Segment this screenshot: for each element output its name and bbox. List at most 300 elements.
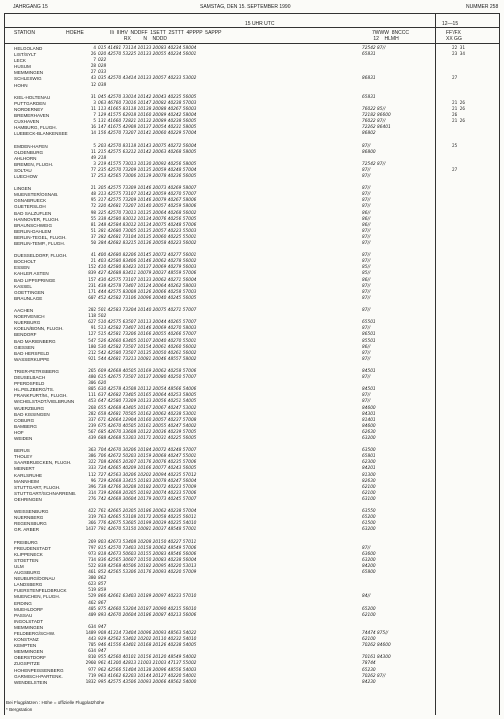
station-height: 17 — [90, 173, 96, 179]
station-ww: 62100 — [362, 612, 376, 618]
station-ww: 72542 87// — [362, 46, 386, 51]
station-ww: 70262 87// — [362, 673, 386, 679]
station-name: WASSERKUPPE — [14, 356, 50, 362]
station-name: KOELN/BONN, FLUGH. — [14, 326, 64, 332]
station-height: 973 — [88, 551, 96, 557]
station-name: ESSEN — [14, 265, 30, 271]
station-name: STOETTEN — [14, 557, 39, 563]
station-name: MANNHEIM — [14, 478, 40, 484]
station-height: 366 — [88, 521, 96, 527]
station-name: OLDENBURG — [14, 149, 44, 155]
station-obs: 038 — [98, 82, 107, 88]
station-name: HUSUM — [14, 64, 31, 70]
station-height: 55 — [90, 216, 96, 222]
station-ww: 84600 — [362, 405, 376, 411]
station-height: 319 — [88, 515, 96, 521]
station-name: HOF — [14, 429, 24, 435]
station-obs: 836 42565 30607 10150 20083 40238 56004 — [98, 557, 197, 563]
station-obs: 963 41662 62203 10144 20127 40220 54001 — [98, 673, 197, 679]
station-obs: 803 42673 53408 10208 20150 40227 57011 — [98, 539, 197, 545]
station-obs: 947 — [98, 624, 107, 630]
station-obs: 313 42575 73107 10142 20059 40270 57007 — [98, 192, 197, 198]
station-obs: 384 42682 83215 10136 20058 40223 56002 — [98, 241, 197, 246]
station-obs: 615 42675 73507 10137 20080 40250 57007 — [98, 375, 197, 381]
station-ww: 86802 — [362, 131, 376, 137]
station-obs: 427 42688 83411 10079 20037 48559 57006 — [98, 271, 197, 277]
station-name: MUEHLDORF — [14, 606, 44, 612]
station-height: 921 — [88, 356, 96, 362]
station-name: LECK — [14, 58, 27, 64]
station-ww: 81401 — [362, 417, 376, 423]
station-ww: 87// — [362, 393, 371, 399]
station-height: 96 — [90, 478, 96, 484]
station-height: 26 — [90, 52, 96, 58]
station-ff: 21 26 — [452, 106, 465, 112]
station-row — [14, 436, 484, 442]
station-name: AACHEN — [14, 308, 34, 314]
station-name: MEMMINGEN — [14, 649, 44, 655]
station-ww: 87// — [362, 192, 371, 198]
station-ww: 78744 — [362, 661, 376, 667]
station-name: FRANKFURT/M., FLUGH. — [14, 393, 68, 399]
station-name: OBERSTDORF — [14, 655, 46, 661]
station-obs: 838 42568 40506 10182 20095 40220 53013 — [98, 563, 197, 569]
station-name: MUENSTER/OSNAB. — [14, 192, 59, 198]
station-height: 77 — [90, 167, 96, 173]
station-height: 333 — [88, 466, 96, 472]
station-obs: 852 42565 53306 10176 20093 40220 57009 — [98, 570, 197, 576]
station-height: 519 — [88, 588, 96, 594]
station-name: NEUBURG/DONAU — [14, 576, 55, 582]
station-height: 1832 — [85, 679, 96, 685]
station-name: AHLHORN — [14, 155, 37, 161]
station-name: LUEBECK-BLANKENSEE — [14, 131, 68, 137]
station-obs: 147 41675 42908 10137 20054 40231 58005 — [98, 125, 197, 131]
station-name: PFERDSFELD — [14, 381, 45, 387]
station-obs: 637 42682 73405 10165 20064 40253 58005 — [98, 393, 197, 399]
station-ww: 63550 — [362, 509, 376, 515]
station-ww: 87// — [362, 289, 371, 295]
station-height: 396 — [88, 484, 96, 490]
station-name: GARMISCH-PARTENK. — [14, 673, 63, 679]
station-height: 111 — [88, 393, 96, 399]
station-table — [14, 46, 484, 686]
station-name: KAHLER ASTEN — [14, 271, 49, 277]
footer-legend: * Bergstation — [6, 707, 33, 712]
station-ff: 25 — [452, 143, 458, 149]
station-row — [14, 241, 484, 247]
station-ww: 86// — [362, 222, 371, 228]
station-height: 157 — [88, 277, 96, 283]
station-height: 91 — [90, 326, 96, 332]
station-ww: 70262 84600 — [362, 643, 391, 649]
station-obs: 738 42766 30208 10182 20072 40223 57009 — [98, 484, 197, 490]
station-name: HL.PELZBERG/TS. — [14, 387, 55, 393]
station-height: 268 — [88, 405, 96, 411]
station-name: STUTTGART, FLUGH. — [14, 484, 61, 490]
station-height: 380 — [88, 576, 96, 582]
station-name: BAD MARIENBERG — [14, 338, 56, 344]
station-ww: 86// — [362, 210, 371, 216]
station-obs: 501 42583 73204 10140 20075 40271 57007 — [98, 308, 197, 314]
station-obs: 620 — [98, 381, 107, 387]
station-name: HAMBURG, FLUGH. — [14, 125, 57, 131]
station-height: 453 — [88, 399, 96, 405]
station-ww: 84// — [362, 594, 371, 600]
station-row — [14, 527, 484, 533]
station-obs: 035 42570 43414 10133 20057 40233 53002 — [98, 76, 197, 82]
station-name: BAD KISSINGEN — [14, 411, 50, 417]
station-obs: 338 42580 83012 10134 20076 40256 57005 — [98, 216, 197, 222]
station-ww: 61500 — [362, 521, 376, 527]
station-obs: 708 42665 20307 10176 20076 40235 57006 — [98, 460, 197, 466]
station-obs: 430 42575 73107 10133 20062 40271 56004 — [98, 277, 197, 283]
station-obs: 218 — [98, 155, 107, 161]
station-obs: 410 42580 83423 10137 20069 40279 56003 — [98, 265, 197, 271]
station-height: 265 — [88, 368, 96, 374]
station-height: 72 — [90, 204, 96, 210]
station-height: 634 — [88, 624, 96, 630]
station-name: TRIER-PETRISBERG — [14, 368, 59, 374]
station-obs: 739 42668 20305 10192 20074 40233 57006 — [98, 490, 197, 496]
top-rule — [4, 13, 500, 14]
footer-note: Bei Flugplätzen : Höhe = offizielle Flugplatzhöhe — [6, 700, 105, 705]
station-name: MEINERT — [14, 466, 35, 472]
station-height: 212 — [88, 350, 96, 356]
station-name: BAD LIPPSPRINGE — [14, 277, 56, 283]
station-obs: 215 42575 63212 10142 20063 40268 58005 — [98, 149, 197, 155]
station-ww: 85// — [362, 271, 371, 277]
station-row — [14, 357, 484, 363]
station-ww: 63200 — [362, 527, 376, 533]
station-height: 3 — [93, 100, 96, 106]
station-height: 21 — [90, 186, 96, 192]
station-ww: 87// — [362, 545, 371, 551]
station-height: 269 — [88, 539, 96, 545]
station-obs: 129 41575 62918 10160 20089 40242 58004 — [98, 113, 197, 119]
station-name: HOHENPEISSENBERG — [14, 667, 64, 673]
station-name: FELDBERG/SCHW. — [14, 631, 56, 636]
station-name: DUESSELDORF, FLUGH. — [14, 253, 68, 259]
station-obs: 502 — [98, 314, 107, 320]
station-ww: 86// — [362, 344, 371, 350]
station-name: LUECHOW — [14, 173, 38, 179]
station-height: 171 — [88, 289, 96, 295]
station-obs: 630 42578 43508 10112 20054 48566 54006 — [98, 387, 197, 393]
station-name: ULM — [14, 563, 24, 569]
station-obs: 818 42673 50603 10155 20083 48546 56006 — [98, 551, 197, 557]
station-name: BERLIN-TEGEL, FLUGH. — [14, 234, 67, 240]
station-obs: 791 42670 53150 10081 20037 48548 57001 — [98, 527, 197, 533]
station-obs: 022 — [98, 58, 107, 64]
station-height: 314 — [88, 490, 96, 496]
station-ww: 72182 86600 — [362, 113, 391, 119]
station-name: NOERVENICH — [14, 314, 45, 320]
station-obs: 317 42575 73209 10146 20079 40267 58006 — [98, 198, 197, 204]
station-height: 28 — [90, 64, 96, 70]
station-obs: 962 42566 51404 10138 20096 48556 54003 — [98, 667, 197, 673]
station-name: BREMEN, FLUGH. — [14, 161, 54, 167]
station-name: NUERBURG — [14, 320, 41, 326]
station-ww: 84200 — [362, 563, 376, 569]
station-obs: 875 42660 53204 10187 20090 40215 56010 — [98, 606, 197, 612]
station-obs: 203 42570 83118 10143 20075 40272 56004 — [98, 143, 197, 149]
station-name: WENDELSTEIN — [14, 679, 48, 685]
station-ww: 72542 87// — [362, 161, 386, 167]
volume-label: JAHRGANG 15 — [13, 4, 48, 10]
station-ww: 87// — [362, 167, 371, 173]
station-height: 5 — [93, 119, 96, 125]
station-height: 386 — [88, 454, 96, 460]
station-obs: 235 42570 73209 10135 20059 40248 57004 — [98, 167, 197, 173]
station-ww: 86// — [362, 277, 371, 283]
station-height: 322 — [88, 460, 96, 466]
col-hoehe: HOEHE — [66, 30, 84, 36]
station-height: 439 — [88, 436, 96, 441]
station-name: BAD HERSFELD — [14, 350, 50, 356]
left-border — [4, 13, 5, 715]
station-height: 11 — [90, 149, 96, 155]
station-ww: 76022 85// — [362, 106, 386, 112]
station-name: BERUS — [14, 448, 30, 454]
station-ww: 87// — [362, 375, 371, 381]
station-height: 805 — [88, 387, 96, 393]
station-ww: 86// — [362, 216, 371, 222]
station-ww: 84600 — [362, 423, 376, 429]
station-row — [14, 497, 484, 503]
station-obs: 671 42664 12904 10160 20057 40237 57008 — [98, 417, 197, 423]
station-obs: 526 42660 63405 10107 20040 40270 55001 — [98, 338, 197, 344]
station-ww: 63600 — [362, 551, 376, 557]
station-height: 462 — [88, 600, 96, 606]
station-obs: 675 42670 40505 10161 20055 40247 54002 — [98, 423, 197, 429]
station-ww: 63200 — [362, 436, 376, 441]
station-ww: 65800 — [362, 570, 376, 576]
station-name: GUETERSLOH — [14, 204, 46, 210]
station-name: BERLIN-TEMP., FLUGH. — [14, 241, 65, 246]
station-height: 202 — [88, 308, 96, 314]
station-name: THOLEY — [14, 454, 33, 460]
station-ww: 85// — [362, 265, 371, 271]
station-height: 127 — [88, 332, 96, 338]
station-obs: 724 42665 40209 10166 20077 40243 56005 — [98, 466, 197, 472]
station-height: 705 — [88, 643, 96, 649]
station-obs: 015 41481 73114 10133 20083 40234 58004 — [98, 46, 197, 51]
station-obs: 253 42565 73006 10139 20078 40236 56005 — [98, 173, 197, 179]
station-obs: 219 41575 73013 10130 20092 40256 58005 — [98, 161, 197, 167]
station-obs: 063 46760 73016 10147 20082 40238 57003 — [98, 100, 197, 106]
station-height: 734 — [88, 557, 96, 563]
station-ww: 87// — [362, 234, 371, 240]
station-obs: 325 42570 73013 10135 20064 40268 56002 — [98, 210, 197, 216]
station-name: BOCHOLT — [14, 259, 36, 265]
station-name: HOHN — [14, 82, 28, 88]
station-name: FREUDENSTADT — [14, 545, 51, 551]
station-name: NUERNBERG — [14, 515, 44, 521]
station-height: 422 — [88, 509, 96, 515]
station-height: 282 — [88, 411, 96, 417]
station-ww: 65801 — [362, 454, 376, 460]
station-height: 719 — [88, 673, 96, 679]
station-height: 12 — [90, 82, 96, 88]
station-name: COBURG — [14, 417, 35, 423]
station-name: WICHELSTADT/VIELBRUNN — [14, 399, 75, 405]
station-height: 461 — [88, 570, 96, 576]
station-name: ZUGSPITZE — [14, 661, 40, 667]
station-ww: 87// — [362, 186, 371, 192]
issue-number: NUMMER 258 — [466, 4, 499, 10]
station-height: 81 — [90, 222, 96, 228]
station-ff: 27 — [452, 76, 458, 82]
station-row — [14, 83, 484, 89]
station-ww: 63500 — [362, 448, 376, 454]
station-name: LINGEN — [14, 186, 32, 192]
station-obs: 444 42575 83008 10126 20066 40258 57003 — [98, 289, 197, 295]
station-height: 48 — [90, 192, 96, 198]
station-ww: 84501 — [362, 368, 376, 374]
station-name: BERLIN-DAHLEM — [14, 228, 52, 234]
station-obs: 862 — [98, 576, 107, 582]
station-obs: 544 42681 73213 10081 20046 48557 58002 — [98, 356, 197, 362]
station-obs: 893 42670 20604 10186 20087 40213 56006 — [98, 612, 197, 618]
station-name: ERDING — [14, 600, 32, 606]
station-obs: 320 42681 73207 10140 20057 40259 58006 — [98, 204, 197, 210]
station-height: 95 — [90, 198, 96, 204]
station-ww: 86831 — [362, 76, 376, 82]
station-name: BRAUNSCHWEIG — [14, 222, 53, 228]
station-height: 1489 — [85, 631, 96, 636]
station-height: 27 — [90, 70, 96, 76]
station-obs: 655 42668 43405 10167 20067 40247 53002 — [98, 405, 197, 411]
station-name: WUERZBURG — [14, 405, 45, 411]
station-height: 16 — [90, 125, 96, 131]
station-name: SOLTAU — [14, 167, 32, 173]
station-ww: 63100 — [362, 496, 376, 502]
station-obs: 729 42668 33415 10183 20078 40247 56004 — [98, 478, 197, 484]
station-obs: 113 41665 83118 10138 20088 40267 56003 — [98, 106, 197, 112]
station-name: SAARBRUECKEN, FLUGH. — [14, 460, 72, 466]
station-height: 634 — [88, 649, 96, 655]
station-obs: 859 — [98, 588, 107, 594]
station-name: KARLSRUHE — [14, 472, 43, 478]
station-height: 49 — [90, 155, 96, 161]
station-height: 607 — [88, 295, 96, 301]
station-obs: 776 42675 53605 10199 20039 40235 54010 — [98, 521, 197, 527]
station-height: 1437 — [85, 527, 96, 533]
station-ww: 82630 — [362, 478, 376, 484]
station-height: 14 — [90, 131, 96, 137]
station-name: MEMMINGEN — [14, 70, 44, 76]
station-height: 529 — [88, 594, 96, 600]
station-ww: 85501 — [362, 338, 376, 344]
station-name: BREMERHAVEN — [14, 113, 50, 119]
station-obs: 688 42668 53303 10171 20031 40225 56005 — [98, 436, 197, 441]
station-obs: 995 42575 43506 10093 20066 48562 54000 — [98, 679, 197, 685]
station-obs: 867 — [98, 600, 107, 606]
station-obs: 403 42580 83406 10146 20062 40278 56002 — [98, 259, 197, 265]
station-ww: 87// — [362, 326, 371, 332]
station-obs: 857 — [98, 582, 107, 588]
station-ww: 70161 84300 — [362, 655, 391, 661]
station-ff: 21 26 — [452, 100, 465, 106]
station-name: STUTTGART/SCHNARRENB. — [14, 490, 77, 496]
station-obs: 763 42665 53108 10172 20058 40235 56011 — [98, 515, 197, 521]
station-obs: 946 41556 43401 10168 20126 40238 54005 — [98, 643, 197, 649]
station-ww: 87// — [362, 198, 371, 204]
col-station: STATION — [14, 30, 35, 36]
station-obs: 742 42668 30604 10179 20073 40245 57007 — [98, 496, 197, 502]
station-height: 180 — [88, 344, 96, 350]
station-ww: 87// — [362, 173, 371, 179]
station-name: INGOLSTADT — [14, 618, 44, 624]
station-obs: 929 42562 53402 10202 20110 40232 54010 — [98, 637, 197, 643]
col-ff: FF'/FX XX GG — [446, 30, 462, 42]
station-ww: 74474 875// — [362, 631, 389, 636]
station-ww: 65831 — [362, 52, 376, 58]
station-height: 627 — [88, 320, 96, 326]
station-obs: 530 42582 73507 10154 20061 40260 56002 — [98, 344, 197, 350]
station-ww: 87// — [362, 399, 371, 405]
col-observations: IIi IIIHV NDDFF 1SETT 2STTT 4PPPP 5APPP RX N NDDD — [110, 30, 222, 42]
station-height: 623 — [88, 582, 96, 588]
station-height: 337 — [88, 417, 96, 423]
station-obs: 955 42560 40101 10156 20120 48549 54002 — [98, 655, 197, 661]
station-name: OEHRINGEN — [14, 496, 42, 502]
station-height: 409 — [88, 612, 96, 618]
station-ww: 62100 — [362, 637, 376, 643]
station-height: 231 — [88, 283, 96, 289]
col-ww: 7WWW 8NCCC 12 HLMH — [372, 30, 409, 42]
station-name: SCHLESWIG — [14, 76, 42, 82]
station-obs: 348 42584 83012 10134 20075 40248 57006 — [98, 222, 197, 228]
station-obs: 685 42670 33608 10122 20036 40239 57005 — [98, 429, 197, 435]
station-height: 480 — [88, 375, 96, 381]
station-height: 4 — [93, 46, 96, 51]
station-obs: 305 42575 73309 10146 20073 40269 58007 — [98, 186, 197, 192]
station-obs: 908 41314 73404 10096 20093 48563 54022 — [98, 631, 197, 636]
station-name: KIEL-HOLTENAU — [14, 94, 51, 100]
station-ff: 23 34 — [452, 52, 465, 58]
station-ww: 87// — [362, 253, 371, 259]
station-ww: 65200 — [362, 606, 376, 612]
station-ww: 76022 87// — [362, 119, 386, 125]
station-height: 37 — [90, 234, 96, 240]
station-obs: 658 42681 70505 10162 20062 40238 53001 — [98, 411, 197, 417]
station-obs: 045 42570 33014 10142 20043 40235 56005 — [98, 94, 197, 100]
station-name: PASSAU — [14, 612, 33, 618]
station-name: MUENCHEN, FLUGH. — [14, 594, 60, 600]
station-ww: 62100 — [362, 490, 376, 496]
station-ww: 84301 — [362, 411, 376, 417]
station-height: 5 — [93, 143, 96, 149]
station-obs: 438 42578 73407 10124 20064 40262 58003 — [98, 283, 197, 289]
station-obs: 647 42580 73309 10133 20056 40251 54005 — [98, 399, 197, 405]
station-ww: 72262 86401 — [362, 125, 391, 131]
station-height: 31 — [90, 94, 96, 100]
time-main: 15 UHR UTC — [245, 21, 275, 27]
time-right: 12—15 — [442, 21, 459, 27]
station-obs: 028 — [98, 64, 107, 70]
station-name: BAD SALZUFLEN — [14, 210, 52, 216]
right-border — [499, 13, 500, 715]
date-label: SAMSTAG, DEN 15. SEPTEMBER 1990 — [200, 4, 291, 10]
station-ww: 87// — [362, 350, 371, 356]
station-obs: 947 — [98, 649, 107, 655]
station-ww: 86800 — [362, 149, 376, 155]
station-ww: 62630 — [362, 429, 376, 435]
station-height: 98 — [90, 210, 96, 216]
header-rule — [4, 27, 500, 28]
